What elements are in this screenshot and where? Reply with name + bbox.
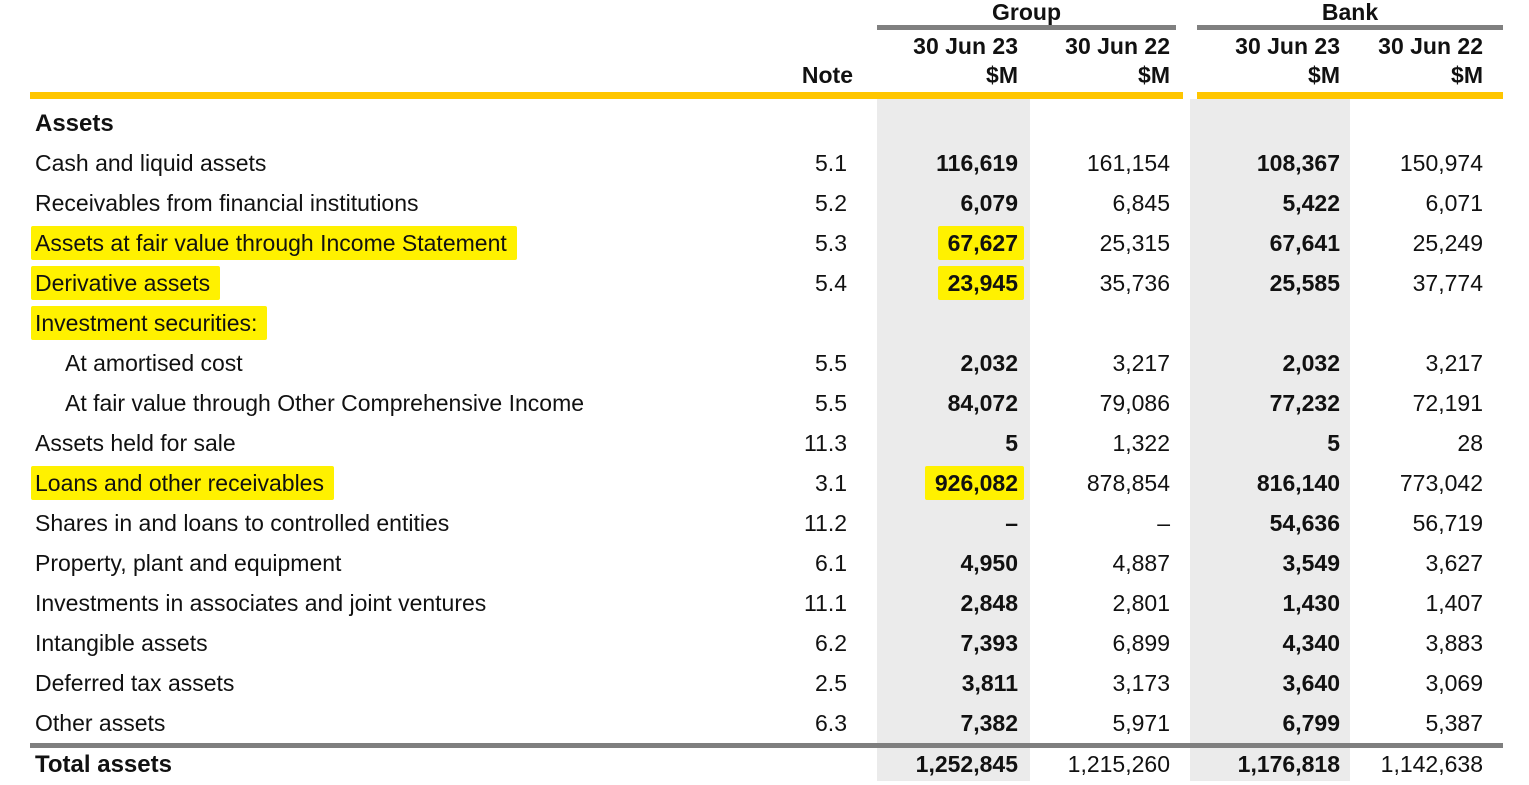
value-cell-group-jun23 [877,423,1030,463]
value-cell-bank-jun23 [1190,183,1350,223]
row-note: 6.1 [815,550,847,576]
total-value-bank-jun23: 1,176,818 [1237,751,1340,777]
value-cell-bank-jun23 [1190,463,1350,503]
value-cell-bank-jun22 [1350,343,1503,383]
value-cell-group-jun22 [1030,463,1190,503]
value-group-jun23: 23,945 [938,266,1024,300]
value-group-jun23: 5 [1005,430,1018,456]
value-cell-group-jun23 [877,263,1030,303]
value-cell-bank-jun22 [1350,583,1503,623]
value-group-jun22: – [1157,510,1170,536]
value-cell-group-jun22 [1030,543,1190,583]
value-cell-bank-jun23 [1190,623,1350,663]
value-bank-jun22: 3,069 [1425,670,1483,696]
row-note: 3.1 [815,470,847,496]
value-group-jun22: 2,801 [1112,590,1170,616]
value-cell-group-jun23 [877,383,1030,423]
section-row [30,103,1503,143]
total-value-group-jun23: 1,252,845 [915,751,1018,777]
table-row [30,143,1503,183]
value-cell-group-jun22 [1030,583,1190,623]
total-value-bank-jun22: 1,142,638 [1380,751,1483,777]
total-note-cell [745,748,855,781]
date-header: 30 Jun 22 [1065,33,1170,59]
unit-header: $M [986,62,1018,88]
row-label-cell [30,463,745,503]
value-group-jun23: 6,079 [960,190,1018,216]
bank-label: Bank [1321,0,1379,25]
value-bank-jun22: 37,774 [1412,270,1483,296]
row-note: 5.5 [815,350,847,376]
row-label: At amortised cost [65,350,243,376]
value-cell-bank-jun22 [1350,383,1503,423]
value-cell-group-jun22 [1030,383,1190,423]
row-note: 2.5 [815,670,847,696]
value-cell-group-jun22 [1030,223,1190,263]
row-note: 6.2 [815,630,847,656]
value-cell-group-jun22 [1030,143,1190,183]
row-label: Assets at fair value through Income Statement [31,226,517,260]
table-row [30,463,1503,503]
table-row [30,223,1503,263]
value-cell-bank-jun23 [1190,303,1350,343]
value-group-jun23: 2,032 [960,350,1018,376]
row-label: At fair value through Other Comprehensive Income [65,390,585,416]
accent-rule-left-segment [30,92,1183,99]
table-row [30,583,1503,623]
value-group-jun23: 67,627 [938,226,1024,260]
total-value-group-jun22: 1,215,260 [1067,751,1170,777]
value-bank-jun22: 56,719 [1412,510,1483,536]
value-bank-jun23: 2,032 [1282,350,1340,376]
row-label: Other assets [35,710,166,736]
value-cell-bank-jun23 [1190,343,1350,383]
value-group-jun22: 3,173 [1112,670,1170,696]
row-label-cell [30,583,745,623]
table-row [30,383,1503,423]
value-bank-jun22: 6,071 [1425,190,1483,216]
value-bank-jun23: 54,636 [1269,510,1340,536]
value-cell-group-jun23 [877,183,1030,223]
value-group-jun23: 84,072 [947,390,1018,416]
header-accent-rule [30,92,1503,99]
row-label-cell [30,383,745,423]
date-header: 30 Jun 23 [1235,33,1340,59]
row-label: Derivative assets [31,266,220,300]
value-cell-group-jun23 [877,703,1030,743]
value-cell-bank-jun23 [1190,143,1350,183]
value-cell-group-jun23 [877,463,1030,503]
value-cell-group-jun23 [877,503,1030,543]
value-cell-group-jun22 [1030,343,1190,383]
value-cell-group-jun23 [877,583,1030,623]
value-cell-group-jun22 [1030,503,1190,543]
row-label-cell [30,543,745,583]
value-group-jun22: 25,315 [1099,230,1170,256]
row-label-cell [30,263,745,303]
row-note: 5.5 [815,390,847,416]
value-cell-bank-jun23 [1190,423,1350,463]
table-row [30,263,1503,303]
unit-header: $M [1451,62,1483,88]
value-bank-jun22: 5,387 [1425,710,1483,736]
value-cell-group-jun23 [877,623,1030,663]
value-cell-bank-jun22 [1350,503,1503,543]
value-group-jun23: 116,619 [936,150,1018,176]
value-bank-jun23: 108,367 [1256,150,1340,176]
row-label: Receivables from financial institutions [35,190,419,216]
row-note: 6.3 [815,710,847,736]
unit-header: $M [1308,62,1340,88]
row-label: Investment securities: [31,306,267,340]
value-group-jun22: 6,899 [1112,630,1170,656]
value-bank-jun22: 1,407 [1425,590,1483,616]
value-cell-bank-jun22 [1350,423,1503,463]
value-cell-bank-jun23 [1190,383,1350,423]
value-cell-group-jun22 [1030,663,1190,703]
unit-header: $M [1138,62,1170,88]
column-group-header-bank [1197,0,1503,30]
value-bank-jun23: 6,799 [1282,710,1340,736]
row-label: Property, plant and equipment [35,550,342,576]
row-note: 11.2 [803,510,847,536]
value-group-jun23: 2,848 [960,590,1018,616]
row-label-cell [30,143,745,183]
value-cell-group-jun22 [1030,703,1190,743]
value-cell-group-jun22 [1030,263,1190,303]
value-cell-group-jun22 [1030,423,1190,463]
row-note: 11.3 [803,430,847,456]
value-cell-group-jun23 [877,343,1030,383]
value-group-jun22: 1,322 [1112,430,1170,456]
accent-rule-gap [1183,92,1197,99]
value-cell-bank-jun23 [1190,503,1350,543]
value-bank-jun22: 773,042 [1399,470,1483,496]
row-label: Intangible assets [35,630,208,656]
table-row [30,703,1503,743]
balance-sheet-table [30,0,1503,781]
date-header: 30 Jun 23 [913,33,1018,59]
accent-rule-right-segment [1197,92,1503,99]
total-row [30,748,1503,781]
value-bank-jun23: 25,585 [1269,270,1340,296]
row-label: Deferred tax assets [35,670,235,696]
row-label: Investments in associates and joint ventures [35,590,487,616]
table-row [30,343,1503,383]
value-bank-jun23: 67,641 [1269,230,1340,256]
value-cell-group-jun23 [877,543,1030,583]
value-cell-bank-jun23 [1190,663,1350,703]
value-bank-jun23: 1,430 [1282,590,1340,616]
table-body [30,99,1503,781]
value-group-jun22: 6,845 [1112,190,1170,216]
value-cell-bank-jun22 [1350,143,1503,183]
value-cell-group-jun23 [877,663,1030,703]
row-note: 5.3 [815,230,847,256]
note-header: Note [801,62,853,88]
row-label-cell [30,343,745,383]
value-group-jun22: 878,854 [1086,470,1170,496]
value-bank-jun23: 3,640 [1282,670,1340,696]
value-bank-jun23: 77,232 [1269,390,1340,416]
row-label: Shares in and loans to controlled entities [35,510,450,536]
row-label: Assets held for sale [35,430,236,456]
value-cell-bank-jun22 [1350,663,1503,703]
table-row [30,543,1503,583]
unit-header-row [30,61,1503,92]
row-label-cell [30,423,745,463]
value-cell-bank-jun23 [1190,223,1350,263]
row-label-cell [30,703,745,743]
value-bank-jun23: 4,340 [1282,630,1340,656]
row-label-cell [30,503,745,543]
value-group-jun22: 161,154 [1086,150,1170,176]
row-label-cell [30,663,745,703]
row-note: 5.1 [815,150,847,176]
rows-container [30,99,1503,743]
row-label-cell [30,183,745,223]
section-heading-assets: Assets [35,110,114,137]
value-group-jun23: 926,082 [925,466,1024,500]
value-cell-bank-jun23 [1190,703,1350,743]
row-label: Cash and liquid assets [35,150,267,176]
row-note: 11.1 [803,590,847,616]
date-header-row [30,30,1503,61]
value-cell-bank-jun22 [1350,183,1503,223]
total-label: Total assets [35,751,172,778]
value-group-jun23: 4,950 [960,550,1018,576]
row-note: 5.4 [815,270,847,296]
value-bank-jun22: 25,249 [1412,230,1483,256]
column-group-header-row [30,0,1503,30]
group-label: Group [992,0,1061,25]
value-cell-bank-jun23 [1190,263,1350,303]
row-note [745,303,855,343]
value-bank-jun22: 28 [1457,430,1483,456]
table-row [30,503,1503,543]
value-cell-group-jun23 [877,223,1030,263]
value-cell-bank-jun23 [1190,583,1350,623]
table-row [30,423,1503,463]
table-row [30,183,1503,223]
value-group-jun22: 4,887 [1112,550,1170,576]
value-cell-bank-jun22 [1350,543,1503,583]
value-cell-group-jun22 [1030,183,1190,223]
value-group-jun23: 7,393 [960,630,1018,656]
value-bank-jun22: 3,627 [1425,550,1483,576]
value-cell-bank-jun23 [1190,543,1350,583]
value-bank-jun23: 5 [1327,430,1340,456]
value-group-jun22: 3,217 [1112,350,1170,376]
value-group-jun22: 5,971 [1112,710,1170,736]
value-group-jun23: – [1005,510,1018,536]
value-bank-jun22: 72,191 [1412,390,1483,416]
value-group-jun22: 35,736 [1099,270,1170,296]
value-cell-group-jun22 [1030,623,1190,663]
value-cell-bank-jun22 [1350,223,1503,263]
value-group-jun23: 7,382 [960,710,1018,736]
value-bank-jun22: 3,883 [1425,630,1483,656]
row-label-cell [30,623,745,663]
value-bank-jun23: 3,549 [1282,550,1340,576]
date-header: 30 Jun 22 [1378,33,1483,59]
value-bank-jun22: 150,974 [1399,150,1483,176]
column-group-header-group [877,0,1176,30]
row-note: 5.2 [815,190,847,216]
value-group-jun22: 79,086 [1099,390,1170,416]
value-bank-jun23: 5,422 [1282,190,1340,216]
value-cell-bank-jun22 [1350,703,1503,743]
value-cell-bank-jun22 [1350,263,1503,303]
value-cell-bank-jun22 [1350,463,1503,503]
table-row [30,663,1503,703]
value-bank-jun22: 3,217 [1425,350,1483,376]
value-cell-group-jun23 [877,143,1030,183]
value-cell-bank-jun22 [1350,303,1503,343]
table-row [30,623,1503,663]
value-cell-bank-jun22 [1350,623,1503,663]
value-group-jun23: 3,811 [961,670,1018,696]
table-row [30,303,1503,343]
value-cell-group-jun23 [877,303,1030,343]
row-label-cell [30,223,745,263]
row-label-cell [30,303,745,343]
value-bank-jun23: 816,140 [1256,470,1340,496]
value-cell-group-jun22 [1030,303,1190,343]
row-label: Loans and other receivables [31,466,334,500]
